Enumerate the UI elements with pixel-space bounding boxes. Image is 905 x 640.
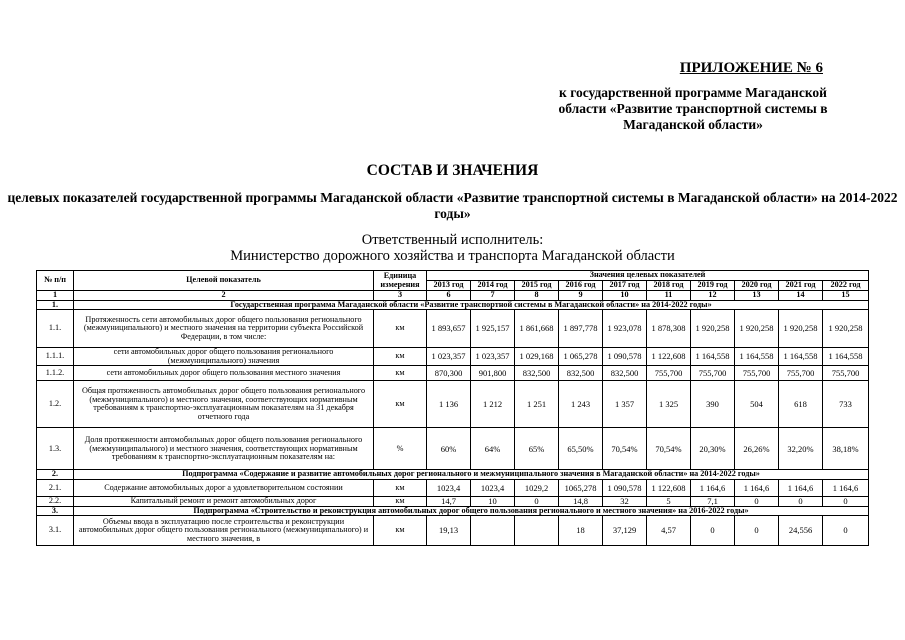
value-cell: 1 023,357 <box>427 348 471 366</box>
header-year: 2016 год <box>559 281 603 291</box>
value-cell: 755,700 <box>779 366 823 381</box>
table-row <box>37 428 869 470</box>
heading-subtitle: целевых показателей государственной программы Магаданской области «Развитие транспортной системы в Магаданской области» на 2014-2022 годы» <box>7 190 898 221</box>
row-number: 3. <box>37 506 74 516</box>
value-cell: 1 090,578 <box>603 348 647 366</box>
value-cell: 390 <box>691 381 735 428</box>
value-cell: 0 <box>823 496 869 506</box>
unit-cell: % <box>374 428 427 470</box>
row-number: 1. <box>37 300 74 310</box>
indicator-name: Доля протяженности автомобильных дорог общего пользования регионального (межмуниципального) и местного значения, соответствующих нормативным требованиям к транспортно-эксплуатационным показателям на: <box>74 428 374 470</box>
value-cell: 0 <box>779 496 823 506</box>
value-cell: 870,300 <box>427 366 471 381</box>
value-cell: 1 164,558 <box>735 348 779 366</box>
header-year: 2020 год <box>735 281 779 291</box>
column-number: 9 <box>559 291 603 301</box>
value-cell: 1 164,558 <box>779 348 823 366</box>
value-cell: 1 164,6 <box>779 479 823 496</box>
indicator-name: Капитальный ремонт и ремонт автомобильных дорог <box>74 496 374 506</box>
value-cell: 1 164,558 <box>691 348 735 366</box>
value-cell: 1 878,308 <box>647 310 691 348</box>
section-title: Подпрограмма «Содержание и развитие автомобильных дорог регионального и межмуниципального значения в Магаданской области» на 2014-2022 годы» <box>74 470 869 480</box>
row-number: 2.2. <box>37 496 74 506</box>
value-cell: 1065,278 <box>559 479 603 496</box>
table-row <box>37 381 869 428</box>
value-cell: 1029,2 <box>515 479 559 496</box>
value-cell: 901,800 <box>471 366 515 381</box>
value-cell: 7,1 <box>691 496 735 506</box>
indicator-name: сети автомобильных дорог общего пользования местного значения <box>74 366 374 381</box>
row-number: 2. <box>37 470 74 480</box>
appendix-subtitle: к государственной программе Магаданской области «Развитие транспортной системы в Магаданской области» <box>558 85 828 132</box>
value-cell: 70,54% <box>603 428 647 470</box>
section-row <box>37 470 869 480</box>
table-row <box>37 310 869 348</box>
unit-cell: км <box>374 479 427 496</box>
value-cell: 1 023,357 <box>471 348 515 366</box>
row-number: 1.1.2. <box>37 366 74 381</box>
table-row <box>37 348 869 366</box>
value-cell: 1 029,168 <box>515 348 559 366</box>
value-cell: 0 <box>823 516 869 546</box>
section-row <box>37 506 869 516</box>
row-number: 1.3. <box>37 428 74 470</box>
row-number: 3.1. <box>37 516 74 546</box>
value-cell: 26,26% <box>735 428 779 470</box>
indicators-table <box>36 270 869 546</box>
section-row <box>37 300 869 310</box>
column-number: 6 <box>427 291 471 301</box>
column-number: 8 <box>515 291 559 301</box>
executor-name: Министерство дорожного хозяйства и транспорта Магаданской области <box>230 248 675 264</box>
value-cell: 19,13 <box>427 516 471 546</box>
unit-cell: км <box>374 366 427 381</box>
value-cell: 504 <box>735 381 779 428</box>
value-cell: 1 164,6 <box>823 479 869 496</box>
value-cell: 1 925,157 <box>471 310 515 348</box>
header-indicator: Целевой показатель <box>74 271 374 291</box>
table-row <box>37 496 869 506</box>
value-cell: 1 920,258 <box>779 310 823 348</box>
value-cell: 0 <box>515 496 559 506</box>
value-cell: 24,556 <box>779 516 823 546</box>
appendix-block <box>543 60 843 133</box>
value-cell: 832,500 <box>515 366 559 381</box>
row-number: 1.1.1. <box>37 348 74 366</box>
value-cell: 755,700 <box>691 366 735 381</box>
unit-cell: км <box>374 381 427 428</box>
value-cell: 1 357 <box>603 381 647 428</box>
value-cell: 14,7 <box>427 496 471 506</box>
value-cell: 1023,4 <box>427 479 471 496</box>
value-cell: 1 212 <box>471 381 515 428</box>
value-cell: 65,50% <box>559 428 603 470</box>
appendix-title: ПРИЛОЖЕНИЕ № 6 <box>679 60 823 76</box>
value-cell: 1 243 <box>559 381 603 428</box>
row-number: 1.1. <box>37 310 74 348</box>
indicator-name: сети автомобильных дорог общего пользования регионального (межмуниципального) значения <box>74 348 374 366</box>
value-cell: 65% <box>515 428 559 470</box>
value-cell: 1 136 <box>427 381 471 428</box>
value-cell: 1 325 <box>647 381 691 428</box>
value-cell: 0 <box>735 496 779 506</box>
value-cell: 1 251 <box>515 381 559 428</box>
value-cell: 1 164,6 <box>691 479 735 496</box>
value-cell: 1 920,258 <box>823 310 869 348</box>
header-year: 2015 год <box>515 281 559 291</box>
value-cell: 1 897,778 <box>559 310 603 348</box>
value-cell: 32,20% <box>779 428 823 470</box>
indicator-name: Общая протяженность автомобильных дорог общего пользования регионального (межмуниципального) и местного значения, соответствующих нормативным требованиям к транспортно-эксплуатационным показателям на 31 декабря отчетного года <box>74 381 374 428</box>
value-cell: 32 <box>603 496 647 506</box>
value-cell: 733 <box>823 381 869 428</box>
indicator-name: Объемы ввода в эксплуатацию после строительства и реконструкции автомобильных дорог общего пользования регионального (межмуниципального) и местного значения, в <box>74 516 374 546</box>
column-number: 1 <box>37 291 74 301</box>
value-cell: 18 <box>559 516 603 546</box>
indicator-name: Протяженность сети автомобильных дорог общего пользования регионального (межмуниципального) и местного значения на территории субъекта Российской Федерации, в том числе: <box>74 310 374 348</box>
value-cell: 5 <box>647 496 691 506</box>
header-unit: Единица измерения <box>374 271 427 291</box>
value-cell: 832,500 <box>559 366 603 381</box>
value-cell: 755,700 <box>735 366 779 381</box>
header-year: 2014 год <box>471 281 515 291</box>
header-values-group: Значения целевых показателей <box>427 271 869 281</box>
column-number: 13 <box>735 291 779 301</box>
header-year: 2022 год <box>823 281 869 291</box>
indicator-name: Содержание автомобильных дорог а удовлетворительном состоянии <box>74 479 374 496</box>
value-cell: 1 920,258 <box>691 310 735 348</box>
value-cell: 70,54% <box>647 428 691 470</box>
header-year: 2021 год <box>779 281 823 291</box>
unit-cell: км <box>374 348 427 366</box>
column-number: 14 <box>779 291 823 301</box>
value-cell: 755,700 <box>647 366 691 381</box>
value-cell: 1 164,6 <box>735 479 779 496</box>
value-cell: 1 122,608 <box>647 479 691 496</box>
table-row <box>37 479 869 496</box>
value-cell: 1 920,258 <box>735 310 779 348</box>
value-cell: 1 164,558 <box>823 348 869 366</box>
value-cell: 37,129 <box>603 516 647 546</box>
value-cell: 1 090,578 <box>603 479 647 496</box>
value-cell: 20,30% <box>691 428 735 470</box>
value-cell: 10 <box>471 496 515 506</box>
value-cell: 1 893,657 <box>427 310 471 348</box>
header-year: 2013 год <box>427 281 471 291</box>
header-year: 2018 год <box>647 281 691 291</box>
executor-label: Ответственный исполнитель: <box>361 232 544 248</box>
header-num: № п/п <box>37 271 74 291</box>
value-cell: 60% <box>427 428 471 470</box>
column-number: 10 <box>603 291 647 301</box>
column-number: 11 <box>647 291 691 301</box>
unit-cell: км <box>374 516 427 546</box>
section-title: Подпрограмма «Строительство и реконструкция автомобильных дорог общего пользования регионального и местного значения» на 2016-2022 годы» <box>74 506 869 516</box>
value-cell: 618 <box>779 381 823 428</box>
header-year: 2017 год <box>603 281 647 291</box>
value-cell: 832,500 <box>603 366 647 381</box>
column-number: 2 <box>74 291 374 301</box>
column-number: 3 <box>374 291 427 301</box>
value-cell: 4,57 <box>647 516 691 546</box>
column-number: 15 <box>823 291 869 301</box>
value-cell: 0 <box>691 516 735 546</box>
section-title: Государственная программа Магаданской области «Развитие транспортной системы в Магаданской области» на 2014-2022 годы» <box>74 300 869 310</box>
table-row <box>37 366 869 381</box>
value-cell: 755,700 <box>823 366 869 381</box>
table-row <box>37 516 869 546</box>
heading-title: СОСТАВ И ЗНАЧЕНИЯ <box>366 162 539 179</box>
value-cell: 1 923,078 <box>603 310 647 348</box>
unit-cell: км <box>374 496 427 506</box>
value-cell <box>471 516 515 546</box>
value-cell <box>515 516 559 546</box>
value-cell: 38,18% <box>823 428 869 470</box>
value-cell: 1023,4 <box>471 479 515 496</box>
value-cell: 1 065,278 <box>559 348 603 366</box>
row-number: 2.1. <box>37 479 74 496</box>
header-year: 2019 год <box>691 281 735 291</box>
value-cell: 1 122,608 <box>647 348 691 366</box>
document-heading <box>0 162 905 264</box>
value-cell: 14,8 <box>559 496 603 506</box>
column-number: 12 <box>691 291 735 301</box>
column-number: 7 <box>471 291 515 301</box>
value-cell: 1 861,668 <box>515 310 559 348</box>
row-number: 1.2. <box>37 381 74 428</box>
unit-cell: км <box>374 310 427 348</box>
value-cell: 64% <box>471 428 515 470</box>
value-cell: 0 <box>735 516 779 546</box>
